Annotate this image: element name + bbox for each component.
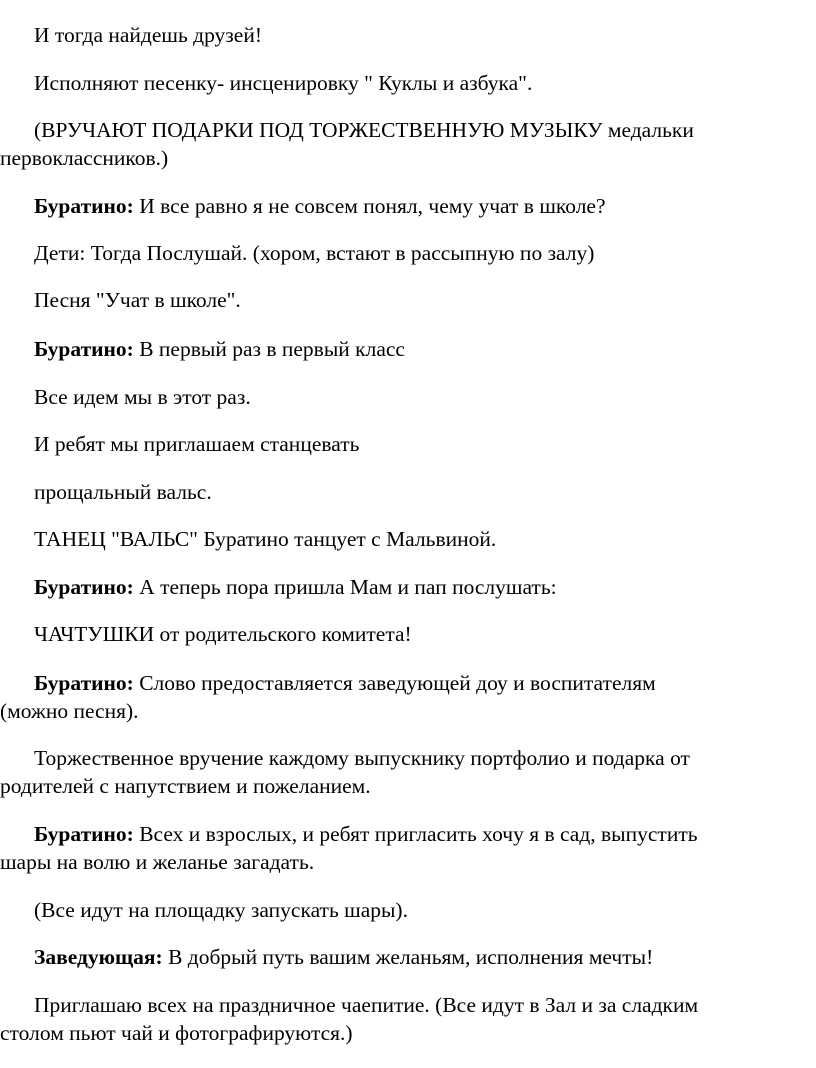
paragraph-text: ЧАЧТУШКИ от родительского комитета! [34,622,412,646]
paragraph-text: Песня "Учат в школе". [34,288,241,312]
paragraph-text: ТАНЕЦ "ВАЛЬС" Буратино танцует с Мальвиной. [34,527,497,551]
paragraph-text: Исполняют песенку- инсценировку " Куклы и азбука". [34,71,533,95]
paragraph-text: И все равно я не совсем понял, чему учат в школе? [133,194,606,218]
paragraph [0,383,812,411]
paragraph-text: И ребят мы приглашаем станцевать [34,432,360,456]
paragraph [0,286,812,314]
paragraph-text: Все идем мы в этот раз. [34,385,251,409]
speaker-name: Буратино: [34,575,134,599]
paragraph-text: Дети: Тогда Послушай. (хором, встают в рассыпную по залу) [34,241,595,265]
paragraph [0,744,812,800]
paragraph [0,820,812,876]
paragraph [0,239,812,267]
speaker-name: Заведующая: [34,945,163,969]
paragraph [0,943,812,971]
paragraph-text: И тогда найдешь друзей! [34,23,262,47]
paragraph-text: Торжественное вручение каждому выпускнику портфолио и подарка от [34,746,690,770]
paragraph-continuation: шары на волю и желанье загадать. [0,850,315,874]
paragraph [0,430,812,458]
paragraph-text: (ВРУЧАЮТ ПОДАРКИ ПОД ТОРЖЕСТВЕННУЮ МУЗЫКУ медальки [34,118,694,142]
speaker-name: Буратино: [34,822,134,846]
paragraph-text: Приглашаю всех на праздничное чаепитие. (Все идут в Зал и за сладким [34,993,699,1017]
paragraph-text: В первый раз в первый класс [133,337,405,361]
paragraph [0,525,812,553]
paragraph [0,335,812,363]
paragraph-text: Всех и взрослых, и ребят пригласить хочу я в сад, выпустить [133,822,698,846]
paragraph [0,669,812,725]
paragraph-text: Слово предоставляется заведующей доу и воспитателям [133,671,656,695]
paragraph-text: прощальный вальс. [34,480,212,504]
paragraph-text: В добрый путь вашим желаньям, исполнения мечты! [162,945,654,969]
speaker-name: Буратино: [34,337,134,361]
paragraph-continuation: столом пьют чай и фотографируются.) [0,1021,353,1045]
paragraph [0,991,812,1047]
paragraph [0,478,812,506]
paragraph-continuation: первоклассников.) [0,146,169,170]
paragraph [0,620,812,648]
paragraph [0,21,812,49]
paragraph [0,116,812,172]
paragraph [0,192,812,220]
paragraph-continuation: (можно песня). [0,699,139,723]
speaker-name: Буратино: [34,194,134,218]
speaker-name: Буратино: [34,671,134,695]
paragraph [0,573,812,601]
paragraph-text: А теперь пора пришла Мам и пап послушать: [133,575,557,599]
paragraph-text: (Все идут на площадку запускать шары). [34,898,408,922]
paragraph-continuation: родителей с напутствием и пожеланием. [0,774,371,798]
paragraph [0,69,812,97]
paragraph [0,896,812,924]
